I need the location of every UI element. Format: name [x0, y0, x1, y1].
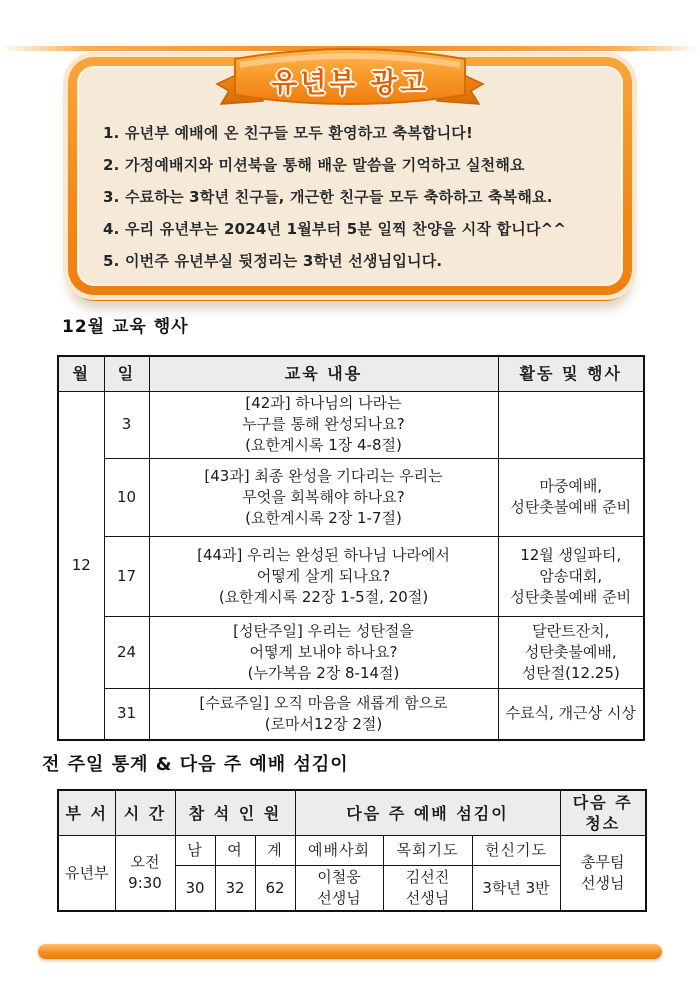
col-header-activity: 활동 및 행사: [498, 356, 644, 391]
content-line: [43과] 최종 완성을 기다리는 우리는: [204, 466, 443, 485]
content-line: [수료주일] 오직 마음을 새롭게 함으로: [199, 693, 448, 712]
education-table: [57, 355, 645, 741]
pastoral-line: 김선진: [405, 868, 450, 886]
table-row: [58, 458, 644, 536]
activity-cell: [498, 688, 644, 740]
edu-table-title: 12월 교육 행사: [62, 317, 189, 337]
content-line: (로마서12장 2절): [264, 714, 383, 733]
total-count-cell: 62: [255, 866, 295, 912]
subheader-dedication-prayer: 헌신기도: [472, 836, 560, 866]
col-header-day: 일: [104, 356, 149, 391]
dedication-prayer-cell: 3학년 3반: [472, 866, 560, 912]
col-header-attendance: 참 석 인 원: [175, 790, 295, 836]
activity-line: 수료식, 개근상 시상: [505, 704, 636, 723]
activity-line: 마중예배,: [539, 477, 603, 495]
col-header-cleaning: 다음 주 청소: [560, 790, 646, 836]
content-line: [42과] 하나님의 나라는: [245, 394, 402, 412]
month-cell: 12: [58, 391, 104, 740]
content-cell: [149, 616, 498, 688]
day-cell: 31: [104, 688, 149, 740]
announcement-item: 5. 이번주 유년부실 뒷정리는 3학년 선생님입니다.: [103, 252, 443, 270]
female-count-cell: 32: [215, 866, 255, 912]
pastoral-prayer-cell: [383, 866, 472, 912]
content-line: 어떻게 보내야 하나요?: [249, 642, 398, 661]
col-header-time: 시 간: [115, 790, 175, 836]
time-line: 오전: [130, 853, 160, 871]
activity-cell: [498, 536, 644, 616]
col-header-content: 교육 내용: [149, 356, 498, 391]
time-cell: [115, 836, 175, 912]
activity-line: 성탄촛불예배,: [524, 642, 617, 661]
stats-header-row: [58, 790, 646, 836]
content-line: (요한계시록 22장 1-5절, 20절): [218, 587, 429, 606]
activity-line: 달란트잔치,: [532, 621, 610, 640]
bottom-divider: [38, 944, 662, 959]
cleaning-line: 총무팀: [581, 853, 625, 871]
content-line: 무엇을 회복해야 하나요?: [242, 487, 405, 506]
table-row: [58, 688, 644, 740]
activity-cell: [498, 458, 644, 536]
content-line: (요한계시록 1장 4-8절): [245, 436, 402, 454]
ribbon-banner: [213, 44, 487, 116]
activity-line: 암송대회,: [539, 566, 603, 585]
pastoral-line: 선생님: [405, 889, 450, 907]
time-line: 9:30: [128, 874, 162, 892]
activity-line: 12월 생일파티,: [520, 545, 622, 564]
content-cell: [149, 458, 498, 536]
col-header-service: 다음 주 예배 섬김이: [295, 790, 560, 836]
content-line: (누가복음 2장 8-14절): [247, 663, 400, 682]
activity-cell: [498, 616, 644, 688]
col-header-month: 월: [58, 356, 104, 391]
mc-cell: [295, 866, 383, 912]
cleaning-cell: [560, 836, 646, 912]
day-cell: 10: [104, 458, 149, 536]
subheader-male: 남: [175, 836, 215, 866]
day-cell: 24: [104, 616, 149, 688]
stats-subheader-row: [58, 836, 646, 866]
content-cell: [149, 536, 498, 616]
activity-line: 성탄촛불예배 준비: [510, 587, 632, 606]
subheader-total: 계: [255, 836, 295, 866]
subheader-pastoral-prayer: 목회기도: [383, 836, 472, 866]
mc-line: 선생님: [317, 889, 361, 907]
announcement-item: 3. 수료하는 3학년 친구들, 개근한 친구들 모두 축하하고 축복해요.: [103, 188, 553, 206]
education-table-header-row: [58, 356, 644, 391]
day-cell: 3: [104, 391, 149, 458]
content-line: 어떻게 살게 되나요?: [256, 566, 391, 585]
day-cell: 17: [104, 536, 149, 616]
content-line: (요한계시록 2장 1-7절): [245, 508, 402, 527]
announcement-item: 4. 우리 유년부는 2024년 1월부터 5분 일찍 찬양을 시작 합니다^^: [103, 220, 567, 238]
activity-line: 성탄촛불예배 준비: [510, 498, 632, 516]
table-row: [58, 616, 644, 688]
content-line: 누구를 통해 완성되나요?: [242, 415, 405, 433]
col-header-dept: 부 서: [58, 790, 115, 836]
stats-table: [57, 789, 647, 912]
table-row: [58, 391, 644, 458]
announcement-item: 1. 유년부 예배에 온 친구들 모두 환영하고 축복합니다!: [103, 124, 474, 142]
subheader-female: 여: [215, 836, 255, 866]
subheader-mc: 예배사회: [295, 836, 383, 866]
male-count-cell: 30: [175, 866, 215, 912]
activity-cell: [498, 391, 644, 458]
content-line: [성탄주일] 우리는 성탄절을: [233, 621, 414, 640]
ribbon-title: 유년부 광고: [271, 68, 429, 99]
stats-table-title: 전 주일 통계 & 다음 주 예배 섬김이: [42, 754, 349, 775]
table-row: [58, 536, 644, 616]
dept-cell: 유년부: [58, 836, 115, 912]
content-line: [44과] 우리는 완성된 하나님 나라에서: [197, 545, 450, 564]
content-cell: [149, 688, 498, 740]
activity-line: 성탄절(12.25): [521, 663, 620, 682]
mc-line: 이철웅: [317, 868, 361, 886]
cleaning-line: 선생님: [581, 874, 625, 892]
content-cell: [149, 391, 498, 458]
announcement-item: 2. 가정예배지와 미션북을 통해 배운 말씀을 기억하고 실천해요: [103, 156, 525, 174]
